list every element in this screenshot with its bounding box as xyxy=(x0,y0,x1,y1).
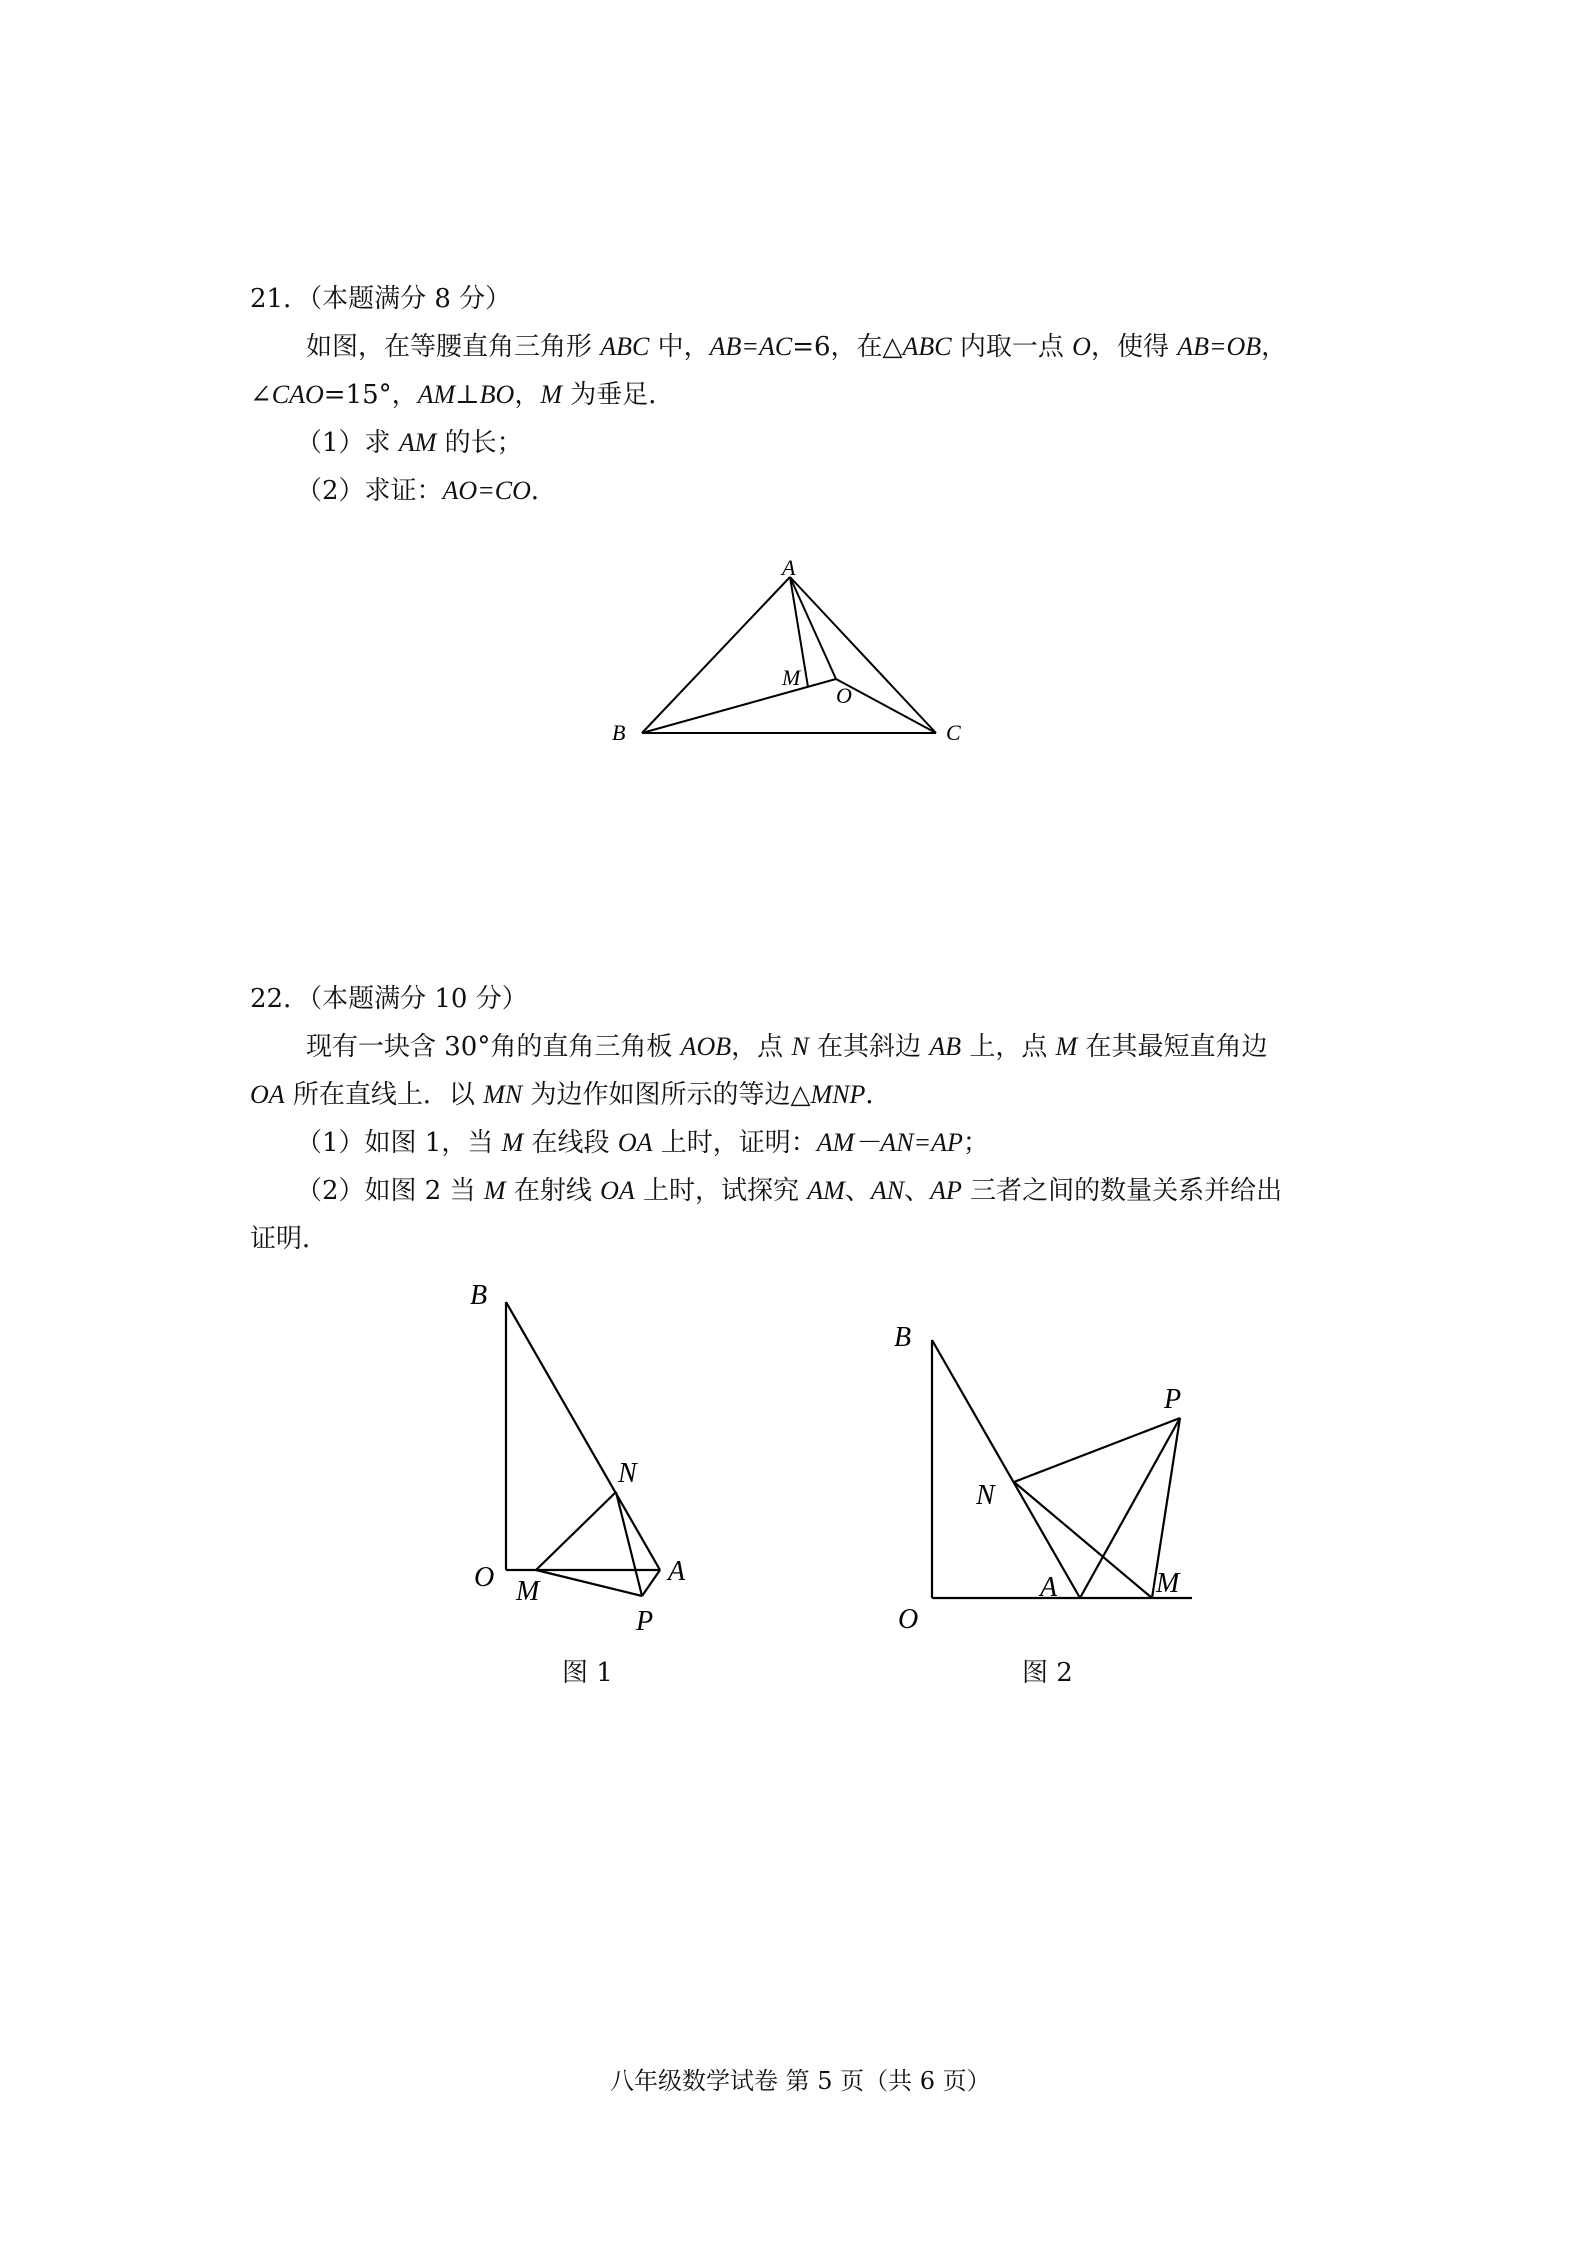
q21-subquestion-1: （1）求 AM 的长； xyxy=(296,428,523,458)
q22-subquestion-2-continued: 证明． xyxy=(250,1224,329,1254)
segment-np xyxy=(616,1492,642,1596)
segment-ap xyxy=(642,1570,660,1596)
page-footer: 八年级数学试卷 第 5 页（共 6 页） xyxy=(610,2067,991,2095)
segment-mn xyxy=(536,1492,616,1570)
fig1-label-m: M xyxy=(516,1576,540,1607)
q22-title: 22．（本题满分 10 分） xyxy=(250,984,528,1014)
segment-np xyxy=(1014,1418,1180,1482)
segment-ba xyxy=(932,1340,1080,1598)
fig2-label-p: P xyxy=(1164,1384,1182,1415)
q22-paragraph-line1: 现有一块含 30°角的直角三角板 AOB，点 N 在其斜边 AB 上，点 M 在其最短直角边 xyxy=(306,1032,1268,1062)
fig1-label-b: B xyxy=(470,1280,488,1311)
q22-subquestion-2: （2）如图 2 当 M 在射线 OA 上时，试探究 AM、AN、AP 三者之间的数量关系并给出 xyxy=(296,1176,1283,1206)
segment-mp xyxy=(536,1570,642,1596)
fig2-label-a: A xyxy=(1040,1572,1058,1603)
q21-subquestion-2: （2）求证：AO=CO． xyxy=(296,476,557,506)
label-m: M xyxy=(782,665,801,690)
fig1-label-a: A xyxy=(668,1556,686,1587)
fig1-label-n: N xyxy=(618,1458,637,1489)
q21-figure xyxy=(600,555,980,755)
label-a: A xyxy=(782,555,796,580)
segment-ao xyxy=(790,577,836,679)
segment-nm xyxy=(1014,1482,1152,1598)
segment-ab xyxy=(642,577,790,733)
segment-bo xyxy=(642,679,836,733)
fig2-caption: 图 2 xyxy=(1022,1658,1073,1688)
q21-paragraph-line1: 如图，在等腰直角三角形 ABC 中，AB=AC=6，在△ABC 内取一点 O，使得 AB=OB， xyxy=(306,332,1288,362)
label-c: C xyxy=(946,720,961,745)
fig2-label-b: B xyxy=(894,1322,912,1353)
label-o: O xyxy=(836,683,852,708)
segment-ba xyxy=(506,1302,660,1570)
fig2-label-n: N xyxy=(976,1480,995,1511)
segment-ac xyxy=(790,577,936,733)
q22-figure-2 xyxy=(890,1310,1220,1640)
q22-figure-1 xyxy=(460,1270,720,1650)
fig2-label-m: M xyxy=(1156,1568,1180,1599)
label-b: B xyxy=(612,720,626,745)
fig2-label-o: O xyxy=(898,1604,919,1635)
fig1-caption: 图 1 xyxy=(562,1658,613,1688)
q21-paragraph-line2: ∠CAO=15°，AM⊥BO，M 为垂足． xyxy=(250,380,675,410)
fig1-label-o: O xyxy=(474,1562,495,1593)
fig1-label-p: P xyxy=(636,1606,654,1637)
q22-paragraph-line2: OA 所在直线上．以 MN 为边作如图所示的等边△MNP． xyxy=(250,1080,892,1110)
q22-subquestion-1: （1）如图 1，当 M 在线段 OA 上时，证明：AM－AN=AP； xyxy=(296,1128,989,1158)
q21-title: 21．（本题满分 8 分） xyxy=(250,284,512,314)
